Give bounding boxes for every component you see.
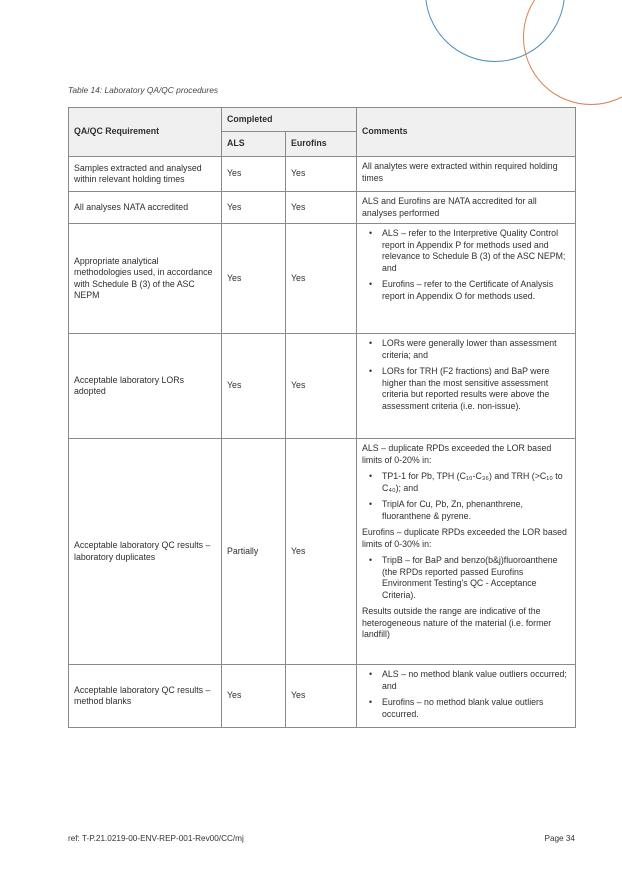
comment-bullet-item: • LORs for TRH (F2 fractions) and BaP were higher than the most sensitive assessment criteria but reported results were above the assessment criteria (i.e. non-issue). [362,366,570,412]
cell-requirement: Acceptable laboratory QC results – method blanks [69,665,222,728]
comment-paragraph: Results outside the range are indicative of the heterogeneous nature of the material (i.e. former landfill) [362,606,552,639]
cell-als-status: Yes [222,665,286,728]
table-row [69,439,576,665]
footer-reference: ref: T-P.21.0219-00-ENV-REP-001-Rev00/CC/mj [68,834,244,843]
cell-eurofins-status: Yes [286,157,357,192]
cell-comments [357,665,576,728]
cell-als-status: Yes [222,157,286,192]
table-body [69,157,576,728]
cell-comments [357,157,576,192]
cell-requirement: Samples extracted and analysed within relevant holding times [69,157,222,192]
cell-als-status: Partially [222,439,286,665]
comment-bullet-item: • TriplA for Cu, Pb, Zn, phenanthrene, fluoranthene & pyrene. [362,499,570,522]
table-row [69,157,576,192]
footer-page-number: Page 34 [544,834,575,843]
header-comments: Comments [357,108,576,157]
cell-comments [357,224,576,334]
comment-bullet-item: • LORs were generally lower than assessment criteria; and [362,338,570,361]
cell-eurofins-status: Yes [286,334,357,439]
cell-comments [357,192,576,224]
comment-paragraph: ALS and Eurofins are NATA accredited for all analyses performed [362,196,537,218]
table-row [69,224,576,334]
comment-paragraph: Eurofins – duplicate RPDs exceeded the LOR based limits of 0-30% in: [362,527,567,549]
cell-comments [357,334,576,439]
cell-eurofins-status: Yes [286,192,357,224]
comment-bullet-item: • TP1-1 for Pb, TPH (C₁₀-C₃₆) and TRH (>C₁₀ to C₄₀); and [362,471,570,494]
cell-requirement: Acceptable laboratory QC results – laboratory duplicates [69,439,222,665]
table-row [69,192,576,224]
table-caption: Table 14: Laboratory QA/QC procedures [68,85,219,95]
header-eurofins: Eurofins [286,132,357,157]
comment-paragraph: All analytes were extracted within required holding times [362,161,558,183]
table-row [69,665,576,728]
cell-als-status: Yes [222,334,286,439]
cell-als-status: Yes [222,192,286,224]
header-als: ALS [222,132,286,157]
cell-eurofins-status: Yes [286,224,357,334]
cell-requirement: Acceptable laboratory LORs adopted [69,334,222,439]
cell-requirement: Appropriate analytical methodologies used, in accordance with Schedule B (3) of the ASC NEPM [69,224,222,334]
table-row [69,334,576,439]
cell-eurofins-status: Yes [286,439,357,665]
cell-requirement: All analyses NATA accredited [69,192,222,224]
comment-bullet-item: • Eurofins – refer to the Certificate of Analysis report in Appendix O for methods used. [362,279,570,302]
header-completed: Completed [222,108,357,132]
qaqc-table [68,107,576,728]
decorative-circle-orange [523,0,622,105]
comment-bullet-item: • TripB – for BaP and benzo(b&j)fluoroanthene (the RPDs reported passed Eurofins Environment Testing's QC - Acceptance Criteria). [362,555,570,601]
comment-bullet-item: • ALS – no method blank value outliers occurred; and [362,669,570,692]
cell-als-status: Yes [222,224,286,334]
comment-bullet-item: • Eurofins – no method blank value outliers occurred. [362,697,570,720]
cell-eurofins-status: Yes [286,665,357,728]
comment-bullet-item: • ALS – refer to the Interpretive Quality Control report in Appendix P for methods used and relevance to Schedule B (3) of the ASC NEPM; and [362,228,570,274]
comment-paragraph: ALS – duplicate RPDs exceeded the LOR based limits of 0-20% in: [362,443,552,465]
header-requirement: QA/QC Requirement [69,108,222,157]
cell-comments [357,439,576,665]
page-footer [68,834,575,843]
